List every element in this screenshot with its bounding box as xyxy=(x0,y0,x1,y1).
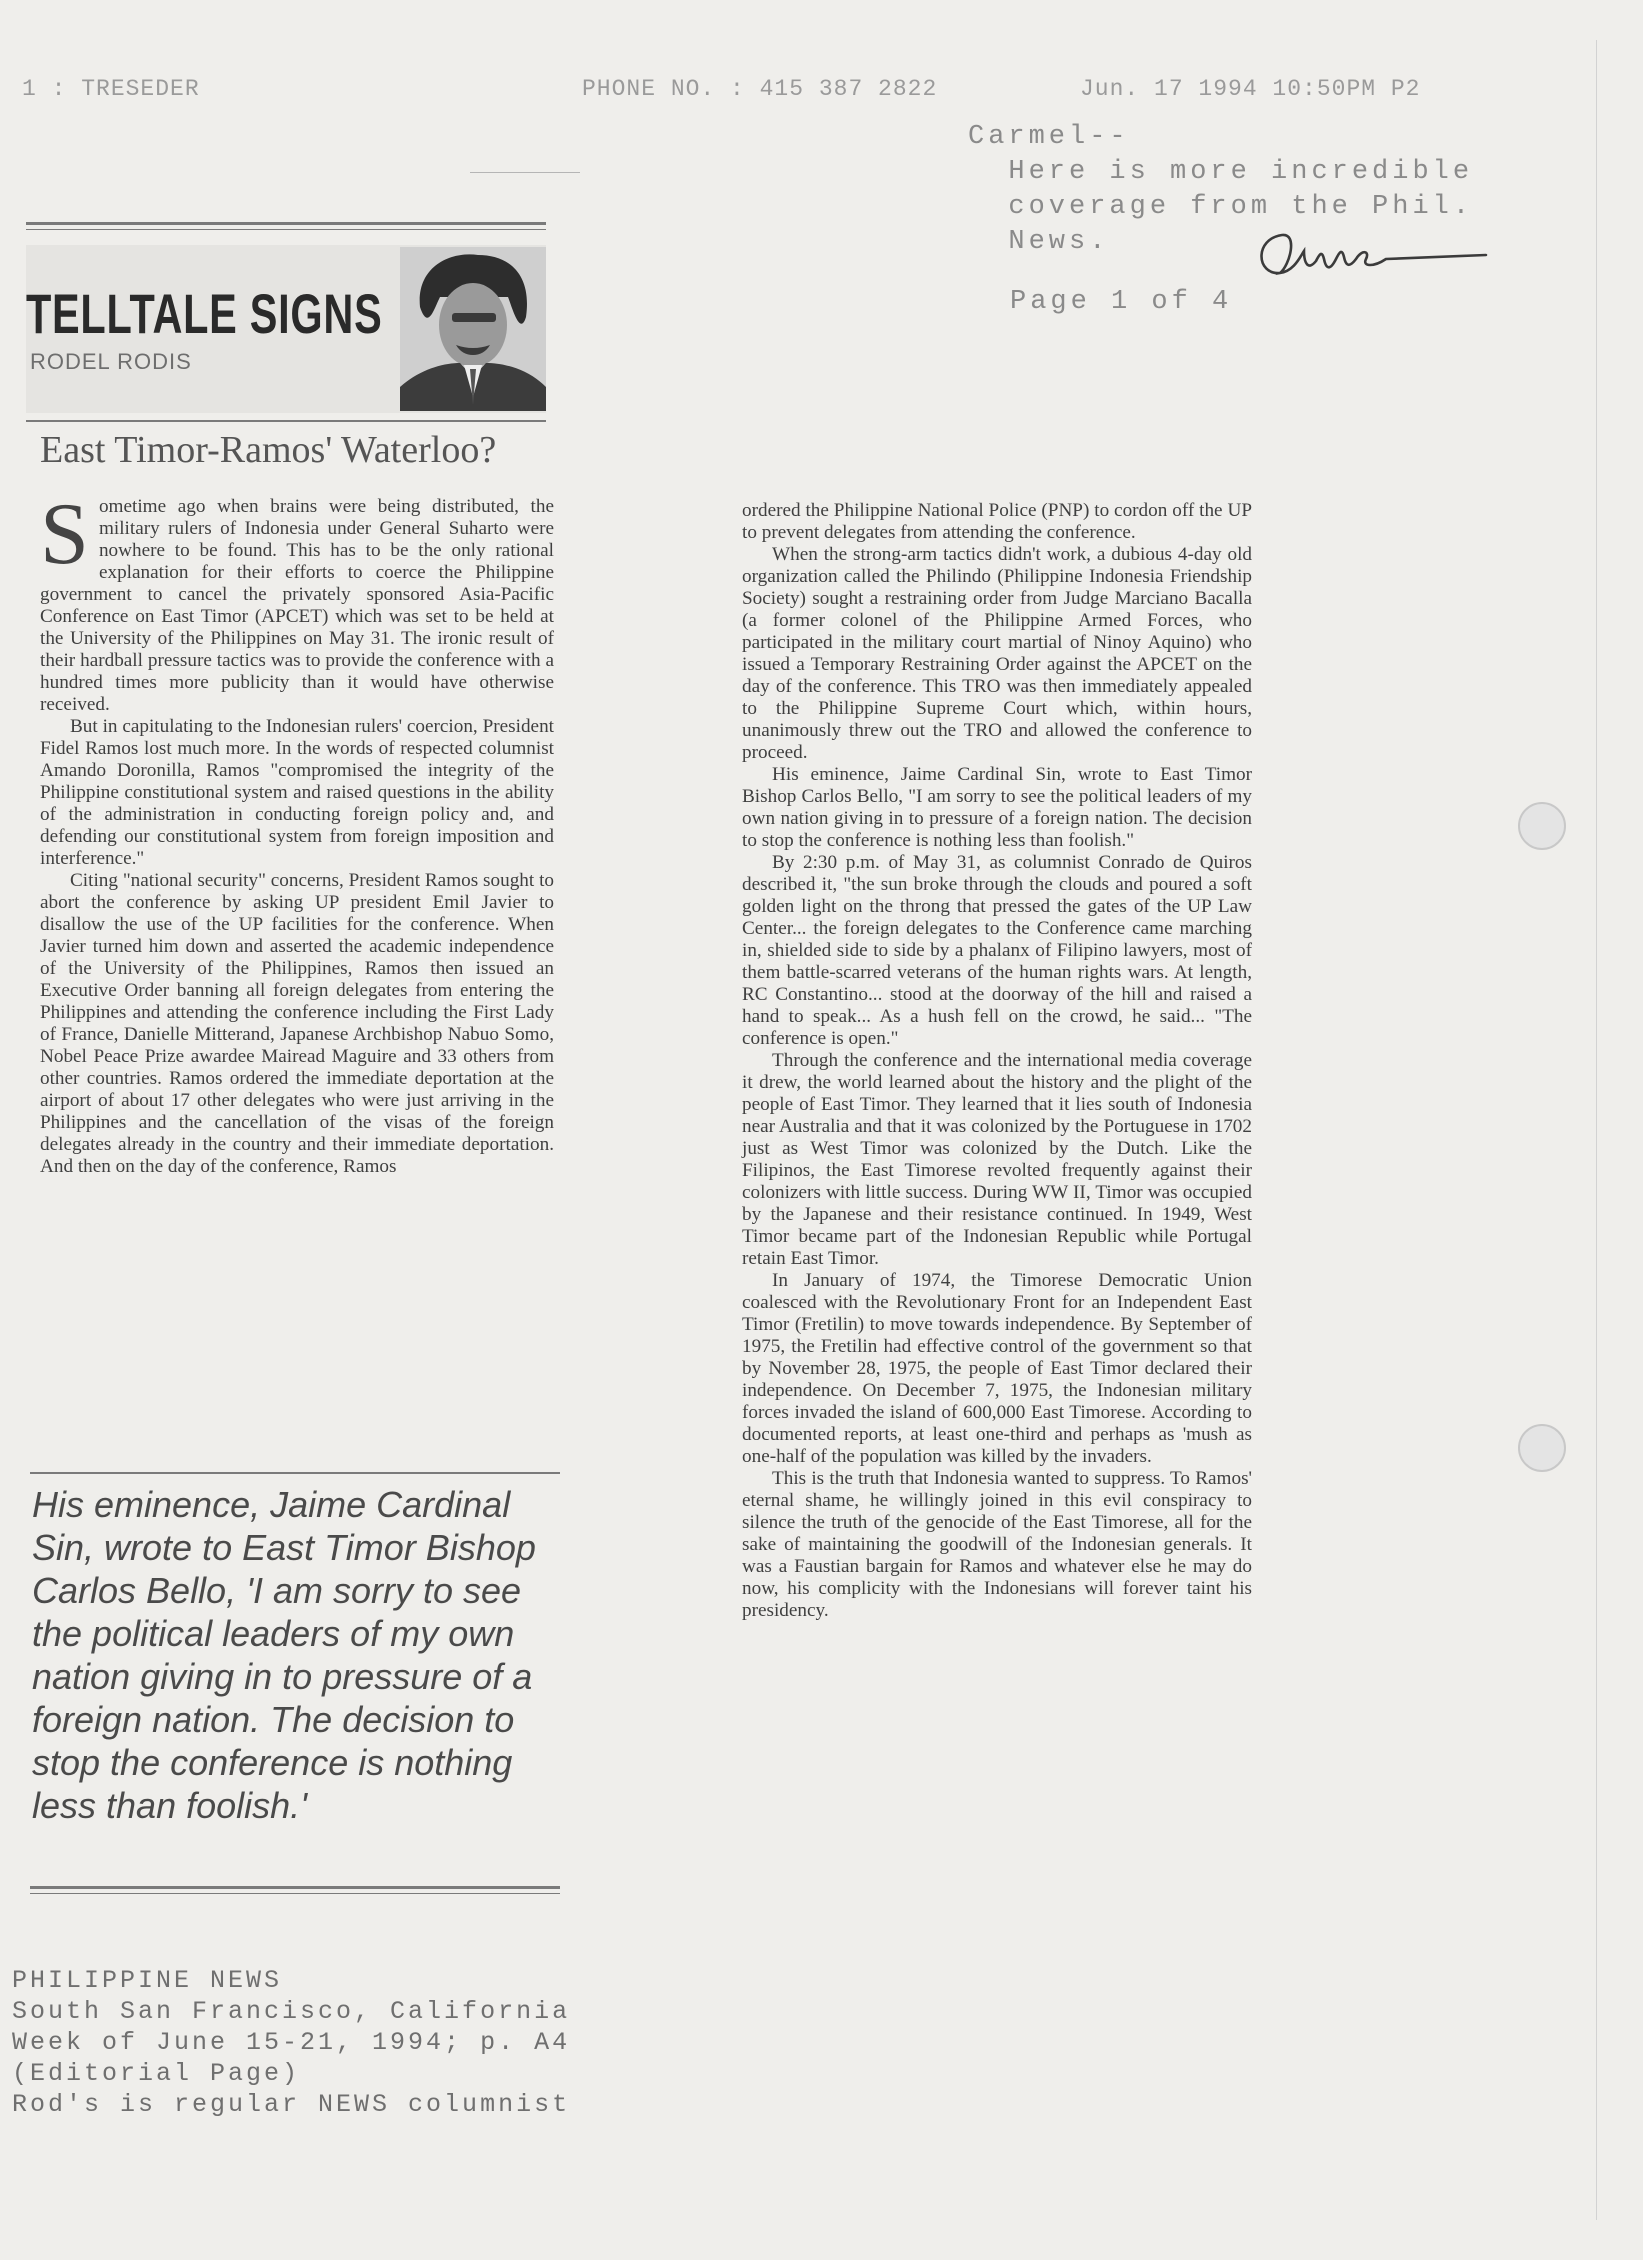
article-paragraph: ordered the Philippine National Police (PNP) to cordon off the UP to prevent delegates from attending the conference. xyxy=(742,500,1252,543)
source-line: Week of June 15-21, 1994; p. A4 xyxy=(12,2028,571,2057)
source-note xyxy=(12,1965,570,2120)
article-headline: East Timor-Ramos' Waterloo? xyxy=(40,429,497,471)
drop-cap: S xyxy=(40,486,89,583)
handwritten-signature xyxy=(1250,225,1490,285)
cover-note-line: Carmel-- xyxy=(968,122,1130,152)
masthead-bottom-rule xyxy=(26,420,546,422)
author-photo xyxy=(400,247,546,411)
column-title: TELLTALE SIGNS xyxy=(26,282,383,345)
cover-note-line: Here is more incredible xyxy=(968,157,1474,187)
pull-quote-top-rule xyxy=(30,1472,560,1474)
article-paragraph: ometime ago when brains were being distributed, the military rulers of Indonesia under General Suharto were nowhere to be found. This has to be the only rational explanation for their efforts to coerce the Philippine government to cancel the privately sponsored Asia-Pacific Conference on East Timor (APCET) which was set to be held at the University of the Philippines on May 31. The ironic result of their hardball pressure tactics was to provide the conference with a hundred times more publicity than it would have otherwise received. xyxy=(40,496,554,715)
article-paragraph: By 2:30 p.m. of May 31, as columnist Conrado de Quiros described it, "the sun broke through the clouds and poured a soft golden light on the throng that pressed the gates of the UP Law Center... the foreign delegates to the Conference came marching in, shielded side to side by a phalanx of Filipino lawyers, most of them battle-scarred veterans of the human rights wars. At length, RC Constantino... stood at the doorway of the hill and raised a hand to speak... As a hush fell on the crowd, he said... "The conference is open." xyxy=(742,852,1252,1049)
article-paragraph: When the strong-arm tactics didn't work, a dubious 4-day old organization called the Philindo (Philippine Indonesia Friendship Society) sought a restraining order from Judge Marciano Bacalla (a former colonel of the Philippine Armed Forces, who participated in the military court martial of Ninoy Aquino) who issued a Temporary Restraining Order against the APCET on the day of the conference. This TRO was then immediately appealed to the Philippine Supreme Court which, within hours, unanimously threw out the TRO and allowed the conference to proceed. xyxy=(742,544,1252,763)
cover-note-line: News. xyxy=(968,227,1110,257)
masthead-top-rule xyxy=(26,222,546,225)
column-masthead xyxy=(26,245,546,413)
punch-hole xyxy=(1518,802,1566,850)
page-count: Page 1 of 4 xyxy=(1010,287,1233,317)
article-paragraph: Through the conference and the international media coverage it drew, the world learned about the history and the plight of the people of East Timor. They learned that it lies south of Indonesia near Australia and that it was colonized by the Portuguese in 1702 just as West Timor was colonized by the Dutch. Like the Filipinos, the East Timorese revolted frequently against their colonizers with little success. During WW II, Timor was occupied by the Japanese and their resistance continued. In 1949, West Timor became part of the Indonesian Republic while Portugal retain East Timor. xyxy=(742,1050,1252,1269)
punch-hole xyxy=(1518,1424,1566,1472)
source-line: PHILIPPINE NEWS xyxy=(12,1966,283,1995)
article-column-left xyxy=(40,486,554,1178)
source-line: (Editorial Page) xyxy=(12,2059,301,2088)
fax-date: Jun. 17 1994 10:50PM P2 xyxy=(1080,76,1421,102)
fax-phone-number: PHONE NO. : 415 387 2822 xyxy=(582,76,938,102)
column-author: RODEL RODIS xyxy=(30,349,192,374)
pull-quote-bottom-rule-thin xyxy=(30,1893,560,1894)
article-paragraph: This is the truth that Indonesia wanted to suppress. To Ramos' eternal shame, he willingly joined in this evil conspiracy to silence the truth of the genocide of the East Timorese, all for the sake of maintaining the goodwill of the Indonesian generals. It was a Faustian bargain for Ramos and whatever else he may do now, his complicity with the Indonesians will forever taint his presidency. xyxy=(742,1468,1252,1621)
article-paragraph: Citing "national security" concerns, President Ramos sought to abort the conference by asking UP president Emil Javier to disallow the use of the UP facilities for the conference. When Javier turned him down and asserted the academic independence of the University of the Philippines, Ramos then issued an Executive Order banning all foreign delegates from entering the Philippines and attending the conference including the First Lady of France, Danielle Mitterand, Japanese Archbishop Nabuo Somo, Nobel Peace Prize awardee Mairead Maguire and 33 others from other countries. Ramos ordered the immediate deportation at the airport of about 17 other delegates who were just arriving in the Philippines and the cancellation of the visas of the foreign delegates already in the country and their immediate deportation. And then on the day of the conference, Ramos xyxy=(40,870,554,1177)
article-column-right xyxy=(742,500,1252,1622)
pull-quote: His eminence, Jaime Cardinal Sin, wrote to East Timor Bishop Carlos Bello, 'I am sorry to see the political leaders of my own nation giving in to pressure of a foreign nation. The decision to stop the conference is nothing less than foolish.' xyxy=(32,1484,536,1826)
article-paragraph: In January of 1974, the Timorese Democratic Union coalesced with the Revolutionary Front for an Independent East Timor (Fretilin) to move towards independence. By September of 1975, the Fretilin had effective control of the government so that by November 28, 1975, the people of East Timor declared their independence. On December 7, 1975, the Indonesian military forces invaded the island of 600,000 East Timorese. According to documented reports, at least one-third and perhaps as 'mush as one-half of the population was killed by the invaders. xyxy=(742,1270,1252,1467)
decorative-rule xyxy=(470,172,580,173)
article-paragraph: His eminence, Jaime Cardinal Sin, wrote to East Timor Bishop Carlos Bello, "I am sorry to see the political leaders of my own nation giving in to pressure of a foreign nation. The decision to stop the conference is nothing less than foolish." xyxy=(742,764,1252,851)
source-line: Rod's is regular NEWS columnist xyxy=(12,2090,571,2119)
cover-note-line: coverage from the Phil. xyxy=(968,192,1474,222)
pull-quote-bottom-rule xyxy=(30,1886,560,1889)
masthead-top-rule-thin xyxy=(26,229,546,230)
article-paragraph: But in capitulating to the Indonesian rulers' coercion, President Fidel Ramos lost much more. In the words of respected columnist Amando Doronilla, Ramos "compromised the integrity of the Philippine constitutional system and raised questions in the ability of the administration in conducting foreign policy and, and defending our constitutional system from foreign imposition and interference." xyxy=(40,716,554,869)
source-line: South San Francisco, California xyxy=(12,1997,571,2026)
page-edge-line xyxy=(1596,40,1597,2220)
fax-sender: 1 : TRESEDER xyxy=(22,76,200,102)
